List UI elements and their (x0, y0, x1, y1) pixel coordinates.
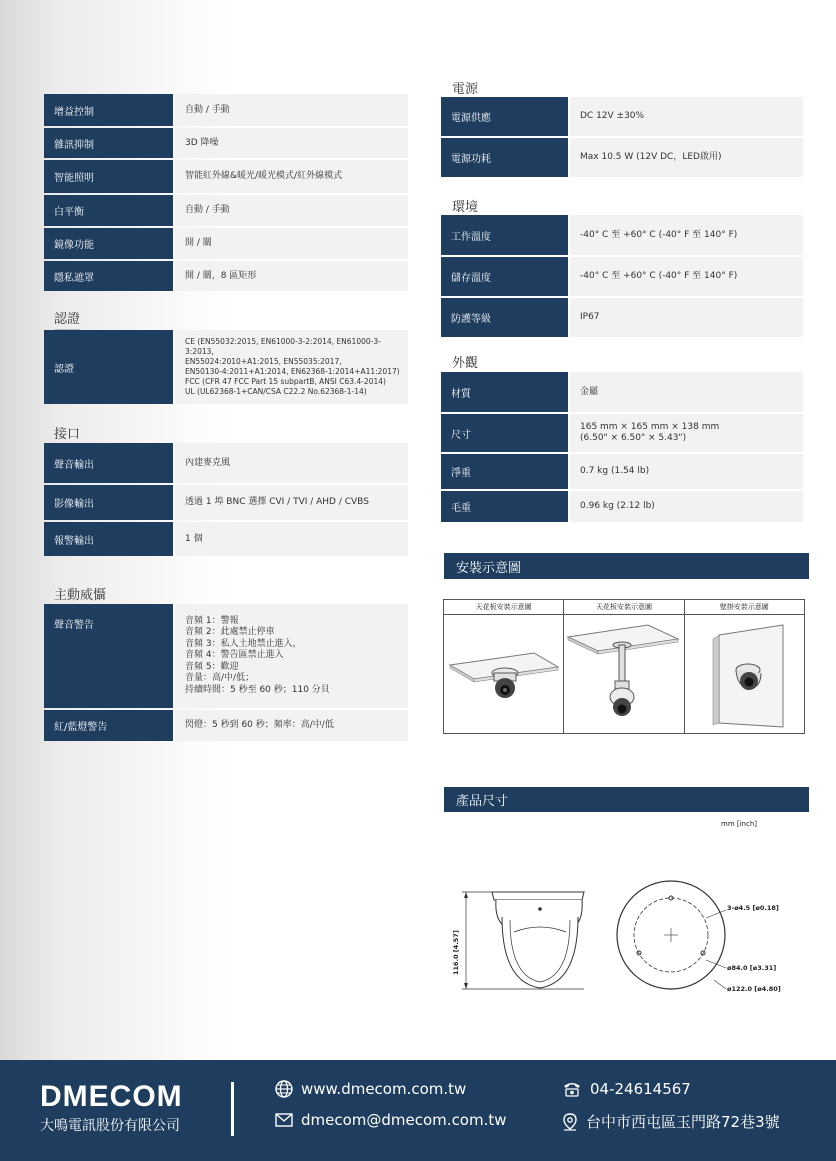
spec-row (44, 160, 408, 193)
install-caption: 天花板安裝示意圖 (564, 600, 683, 615)
spec-row (44, 443, 408, 483)
spec-value: 智能紅外線&暖光/暖光模式/紅外線模式 (175, 160, 408, 193)
address-text: 台中市西屯區玉門路72巷3號 (586, 1113, 780, 1131)
dim-height-label: 116.0 [4.57] (452, 930, 460, 975)
spec-row (44, 485, 408, 520)
install-caption: 天花板安裝示意圖 (444, 600, 563, 615)
spec-value: 0.96 kg (2.12 lb) (570, 491, 803, 522)
spec-row (441, 298, 803, 337)
spec-label: 雜訊抑制 (44, 128, 173, 158)
mail-icon (275, 1113, 293, 1127)
email-text[interactable]: dmecom@dmecom.com.tw (301, 1111, 507, 1129)
website-contact[interactable] (275, 1080, 466, 1098)
wall-mount-illustration (685, 615, 803, 733)
spec-row (44, 94, 408, 126)
spec-row (44, 330, 408, 404)
spec-row (441, 491, 803, 522)
spec-row (44, 710, 408, 741)
spec-label: 隱私遮罩 (44, 261, 173, 291)
spec-value: 金屬 (570, 372, 803, 412)
section-title-deterrence: 主動威懾 (54, 584, 106, 606)
spec-value: 閃燈：5 秒到 60 秒；頻率：高/中/低 (175, 710, 408, 741)
dim-outer-label: ø122.0 [ø4.80] (727, 985, 781, 993)
phone-contact[interactable] (562, 1080, 691, 1098)
pendant-mount-illustration (564, 615, 682, 733)
dimension-unit: mm [inch] (721, 820, 757, 828)
install-diagram-table (443, 599, 805, 734)
spec-row (441, 97, 803, 136)
spec-row (44, 128, 408, 158)
section-title-appearance: 外觀 (452, 352, 478, 374)
website-text[interactable]: www.dmecom.com.tw (301, 1080, 467, 1098)
spec-value: 開 / 關，8 區矩形 (175, 261, 408, 291)
dim-inner-label: ø84.0 [ø3.31] (727, 964, 777, 972)
spec-row (441, 454, 803, 489)
side-view-drawing (462, 892, 584, 989)
spec-label: 影像輸出 (44, 485, 173, 520)
address-contact (562, 1111, 780, 1132)
spec-label: 白平衡 (44, 195, 173, 226)
spec-value: 開 / 關 (175, 228, 408, 259)
email-contact[interactable] (275, 1111, 507, 1129)
top-view-drawing (617, 881, 726, 989)
spec-label: 防護等級 (441, 298, 568, 337)
spec-label: 電源供應 (441, 97, 568, 136)
spec-label: 鏡像功能 (44, 228, 173, 259)
spec-row (44, 195, 408, 226)
spec-label: 智能照明 (44, 160, 173, 193)
spec-value: 165 mm × 165 mm × 138 mm (6.50" × 6.50" × 5.43") (570, 414, 803, 452)
spec-label: 材質 (441, 372, 568, 412)
spec-label: 毛重 (441, 491, 568, 522)
footer-divider (231, 1082, 234, 1136)
section-title-cert: 認證 (54, 308, 80, 330)
install-cell-pendant (564, 600, 684, 733)
location-pin-icon (562, 1113, 578, 1131)
company-name: 大鳴電訊股份有限公司 (40, 1118, 180, 1134)
section-title-interface: 接口 (54, 423, 80, 445)
spec-row (441, 414, 803, 452)
spec-value: 1 個 (175, 522, 408, 556)
spec-label: 認證 (44, 330, 173, 404)
install-caption: 壁掛安裝示意圖 (685, 600, 804, 615)
spec-row (441, 257, 803, 296)
spec-row (441, 372, 803, 412)
dimension-band: 產品尺寸 (444, 787, 809, 812)
ceiling-mount-illustration (444, 615, 562, 733)
spec-label: 增益控制 (44, 94, 173, 126)
spec-value: 3D 降噪 (175, 128, 408, 158)
install-band: 安裝示意圖 (444, 553, 809, 579)
brand-logo: DMECOM (40, 1080, 183, 1113)
spec-row (44, 261, 408, 291)
spec-value: CE (EN55032:2015, EN61000-3-2:2014, EN61000-3-3:2013, EN55024:2010+A1:2015, EN55035:2017, EN50130-4:2011+A1:2014, EN62368-1:2014+A11:2017) FCC (CFR 47 FCC Part 15 subpartB, ANSI C63.4-2014) UL (UL62368-1+CAN/CSA C22.2 No.62368-1-14) (175, 330, 408, 404)
dim-holes-label: 3-ø4.5 [ø0.18] (727, 904, 779, 912)
spec-value: 音頻 1：警報 音頻 2：此處禁止停車 音頻 3：私人土地禁止進入， 音頻 4：警告區禁止進入 音頻 5：歡迎 音量：高/中/低； 持續時間：5 秒至 60 秒；110 分貝 (175, 604, 408, 708)
spec-label: 聲音警告 (44, 604, 173, 708)
phone-text[interactable]: 04-24614567 (590, 1080, 691, 1098)
spec-label: 報警輸出 (44, 522, 173, 556)
spec-value: -40° C 至 +60° C (-40° F 至 140° F) (570, 257, 803, 296)
spec-value: Max 10.5 W (12V DC，LED啟用) (570, 138, 803, 177)
spec-row (44, 604, 408, 708)
spec-label: 聲音輸出 (44, 443, 173, 483)
spec-label: 紅/藍燈警告 (44, 710, 173, 741)
spec-value: -40° C 至 +60° C (-40° F 至 140° F) (570, 215, 803, 255)
install-cell-ceiling (444, 600, 564, 733)
section-title-power: 電源 (452, 78, 478, 100)
spec-label: 儲存溫度 (441, 257, 568, 296)
spec-label: 電源功耗 (441, 138, 568, 177)
spec-value: IP67 (570, 298, 803, 337)
spec-row (44, 522, 408, 556)
footer-bar (0, 1060, 836, 1161)
spec-row (441, 215, 803, 255)
spec-value: 內建麥克風 (175, 443, 408, 483)
phone-icon (562, 1081, 582, 1097)
install-cell-wall (685, 600, 804, 733)
spec-value: 0.7 kg (1.54 lb) (570, 454, 803, 489)
spec-value: 自動 / 手動 (175, 94, 408, 126)
spec-value: 透過 1 埠 BNC 選擇 CVI / TVI / AHD / CVBS (175, 485, 408, 520)
spec-label: 淨重 (441, 454, 568, 489)
section-title-environment: 環境 (452, 196, 478, 218)
spec-value: 自動 / 手動 (175, 195, 408, 226)
globe-icon (275, 1080, 293, 1098)
spec-row (44, 228, 408, 259)
spec-row (441, 138, 803, 177)
spec-value: DC 12V ±30% (570, 97, 803, 136)
spec-label: 工作溫度 (441, 215, 568, 255)
spec-label: 尺寸 (441, 414, 568, 452)
